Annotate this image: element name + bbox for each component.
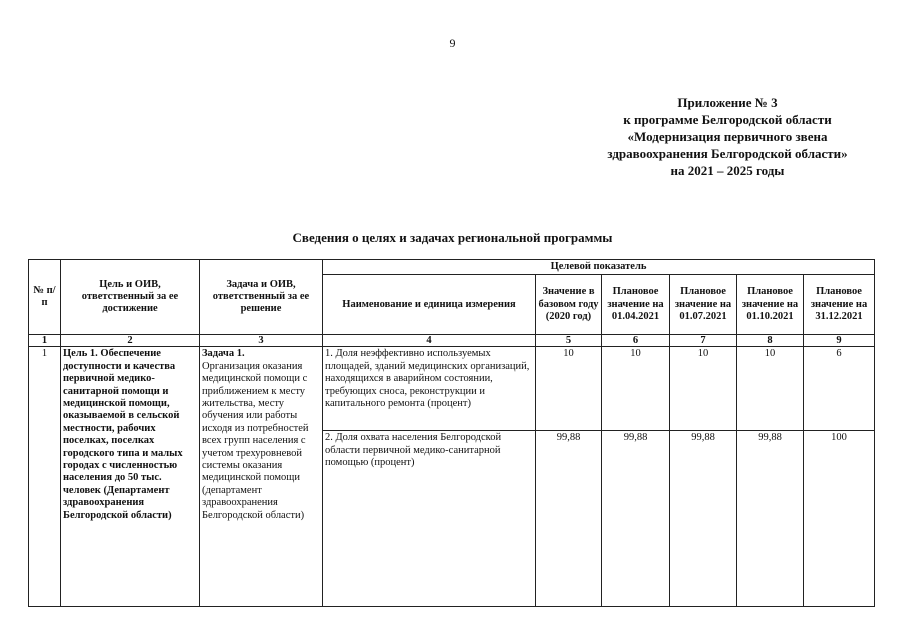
col-number: 9 (804, 335, 875, 347)
indicator-name: 1. Доля неэффективно используемых площадей, зданий медицинских организаций, находящихся в аварийном состоянии, требующих сноса, реконструкции и капитального ремонта (процент) (323, 347, 536, 431)
header-goal: Цель и ОИВ, ответственный за ее достижение (61, 260, 200, 335)
goal-cell: Цель 1. Обеспечение доступности и качества первичной медико-санитарной помощи и медицинской помощи, оказываемой в сельской местности, рабочих поселках, поселках городского типа и малых городах с численностью населения до 50 тыс. человек (Департамент здравоохранения Белгородской области) (61, 347, 200, 607)
indicator-plan-q2: 99,88 (670, 431, 737, 607)
task-heading: Задача 1. (202, 348, 245, 360)
header-indicator-group: Целевой показатель (323, 260, 875, 275)
indicator-plan-q3: 99,88 (737, 431, 804, 607)
indicator-plan-q4: 6 (804, 347, 875, 431)
header-plan-q3: Плановое значение на 01.10.2021 (737, 275, 804, 335)
indicator-plan-q3: 10 (737, 347, 804, 431)
col-number: 4 (323, 335, 536, 347)
document-title: Сведения о целях и задачах региональной программы (292, 230, 613, 245)
header-task: Задача и ОИВ, ответственный за ее решение (200, 260, 323, 335)
appendix-line-3: «Модернизация первичного звена (627, 129, 828, 144)
task-text: Организация оказания медицинской помощи с приближением к месту жительства, месту обучения или работы исходя из потребностей всех групп населения с учетом трехуровневой системы оказания медицинской помощи (департамент здравоохранения Белгородской области) (202, 360, 309, 521)
header-base-value: Значение в базовом году (2020 год) (536, 275, 602, 335)
header-plan-q2: Плановое значение на 01.07.2021 (670, 275, 737, 335)
indicator-base-value: 99,88 (536, 431, 602, 607)
appendix-line-4: здравоохранения Белгородской области» (607, 146, 848, 161)
col-number: 3 (200, 335, 323, 347)
goals-table (28, 259, 875, 607)
indicator-plan-q1: 10 (602, 347, 670, 431)
header-indicator-name: Наименование и единица измерения (323, 275, 536, 335)
indicator-plan-q2: 10 (670, 347, 737, 431)
appendix-line-1: Приложение № 3 (677, 95, 778, 110)
header-plan-q4: Плановое значение на 31.12.2021 (804, 275, 875, 335)
col-number: 2 (61, 335, 200, 347)
col-number: 7 (670, 335, 737, 347)
column-number-row (29, 335, 875, 347)
row-number: 1 (29, 347, 61, 607)
task-cell (200, 347, 323, 607)
col-number: 6 (602, 335, 670, 347)
col-number: 8 (737, 335, 804, 347)
header-plan-q1: Плановое значение на 01.04.2021 (602, 275, 670, 335)
indicator-plan-q1: 99,88 (602, 431, 670, 607)
appendix-header (560, 94, 895, 179)
appendix-line-5: на 2021 – 2025 годы (670, 163, 785, 178)
appendix-line-2: к программе Белгородской области (623, 112, 832, 127)
header-num: № п/п (29, 260, 61, 335)
page-number: 9 (449, 36, 456, 50)
col-number: 5 (536, 335, 602, 347)
table-row (29, 347, 875, 431)
indicator-plan-q4: 100 (804, 431, 875, 607)
col-number: 1 (29, 335, 61, 347)
indicator-base-value: 10 (536, 347, 602, 431)
indicator-name: 2. Доля охвата населения Белгородской области первичной медико-санитарной помощью (процент) (323, 431, 536, 607)
